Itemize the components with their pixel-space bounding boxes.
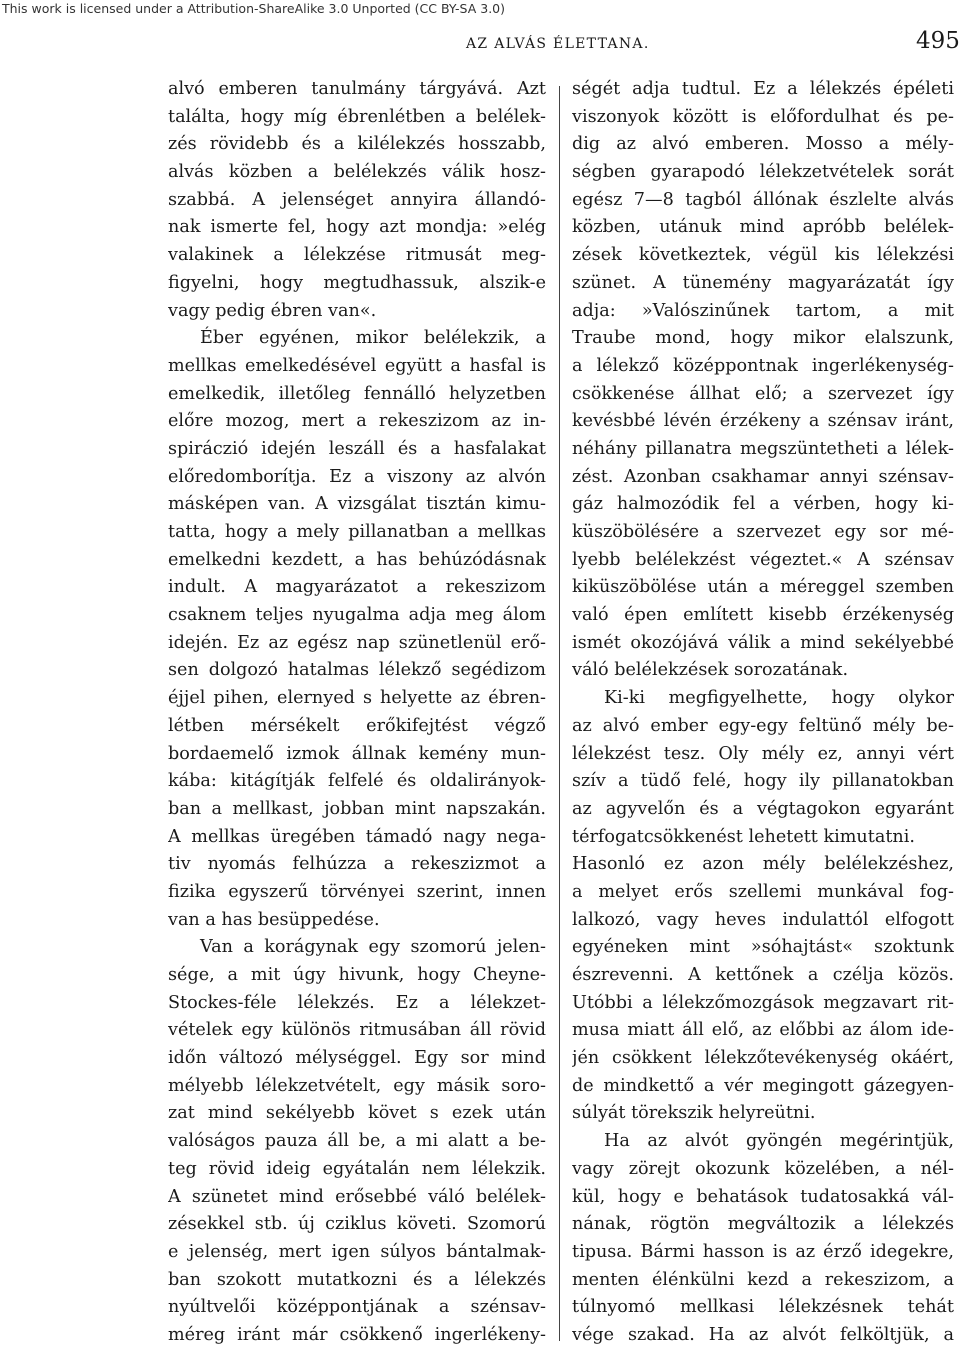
text-line: Ki-ki megfigyelhette, hogy olykor: [604, 688, 954, 709]
text-line: való épen említett kisebb érzékenység: [572, 605, 954, 626]
text-line: zést. Azonban csakhamar annyi szénsav-: [572, 466, 954, 487]
text-line: sen dolgozó hatalmas lélekző segédizom: [168, 660, 546, 681]
text-line: musa miatt áll elő, az előbbi az álom ide-: [572, 1020, 954, 1041]
left-text-column: [168, 76, 546, 1350]
text-line: vételek egy különös ritmusában áll rövid: [168, 1020, 546, 1041]
text-line: csökkenése állhat elő; a szervezet így: [572, 383, 954, 404]
text-line: vagy pedig ébren van«.: [168, 300, 377, 321]
text-line: ismét okozójává válik a mind sekélyebbé: [572, 632, 954, 653]
text-line: az alvó ember egy-egy feltünő mély be-: [572, 715, 954, 736]
text-line: Van a korágynak egy szomorú jelen-: [200, 937, 546, 958]
text-line: dig az alvó emberen. Mosso a mély-: [572, 134, 954, 155]
text-line: valakinek a lélekzése ritmusát meg-: [168, 245, 546, 266]
text-line: A szünetet mind erősebbé váló belélek-: [168, 1186, 546, 1207]
text-line: másképen van. A vizsgálat tisztán kimu-: [168, 494, 546, 515]
text-line: tiv nyomás felhúzza a rekeszizmot a: [168, 854, 546, 875]
text-line: alvás közben a belélekzés válik hosz-: [168, 162, 546, 183]
text-line: fizika egyszerű törvényei szerint, innen: [168, 881, 546, 902]
text-line: méreg iránt már csökkenő ingerlékeny-: [168, 1324, 546, 1345]
text-line: A mellkas üregében támadó nagy nega-: [168, 826, 546, 847]
text-line: menten élénkülni kezd a rekeszizom, a: [572, 1269, 954, 1290]
text-line: csaknem teljes nyugalma adja meg álom: [168, 605, 546, 626]
text-line: közben, utánuk mind apróbb belélek-: [572, 217, 954, 238]
text-line: ban a mellkast, jobban mint napszakán.: [168, 798, 546, 819]
text-line: spiráczió idején leszáll és a hasfalakat: [168, 438, 546, 459]
text-line: szabbá. A jelenséget annyira állandó-: [168, 189, 546, 210]
text-line: idején. Ez az egész nap szünetlenül erő-: [168, 632, 546, 653]
text-line: ban szokott mutatkozni és a lélekzés: [168, 1269, 546, 1290]
text-line: figyelni, hogy megtudhassuk, alszik-e: [168, 272, 546, 293]
text-line: éjjel pihen, elernyed s helyette az ébren-: [168, 688, 546, 709]
text-line: Traube mond, hogy mikor elalszunk,: [572, 328, 954, 349]
text-line: Ha az alvót gyöngén megérintjük,: [604, 1131, 954, 1152]
text-line: teg rövid ideig egyátalán nem lélekzik.: [168, 1158, 546, 1179]
text-line: zésekkel stb. új cziklus követi. Szomorú: [168, 1214, 546, 1235]
text-line: vagy zörejt okozunk közelében, a nél-: [572, 1158, 954, 1179]
text-line: zés rövidebb és a kilélekzés hosszabb,: [168, 134, 546, 155]
text-line: előre mozog, mert a rekeszizom az in-: [168, 411, 546, 432]
text-line: Utóbbi a lélekzőmozgások megzavart rit-: [572, 992, 954, 1013]
text-line: alvó emberen tanulmány tárgyává. Azt: [168, 79, 546, 99]
text-line: zések következtek, végül kis lélekzési: [572, 245, 954, 266]
text-line: jén csökkent lélekzőtevékenység okáért,: [572, 1048, 954, 1069]
text-line: tipusa. Bármi hasson is az érző idegekre,: [572, 1241, 954, 1262]
text-line: szív a tüdő felé, hogy ily pillanatokban: [572, 771, 954, 792]
text-line: kiküszöbölése után a méreggel szemben: [572, 577, 954, 598]
text-line: időn változó mélységgel. Egy sor mind: [168, 1048, 546, 1069]
text-line: nak ismerte fel, hogy azt mondja: »elég: [168, 217, 546, 238]
text-line: észrevenni. A kettőnek a czélja közös.: [572, 965, 954, 985]
right-text-column: [572, 76, 954, 1350]
text-line: létben mérsékelt erőkifejtést végző: [168, 715, 546, 736]
text-line: térfogatcsökkenést lehetett kimutatni.: [572, 826, 915, 847]
text-line: emelkedik, illetőleg fennálló helyzetben: [168, 383, 546, 404]
text-line: az agyvelőn és a végtagokon egyaránt: [572, 798, 954, 819]
text-line: indult. A magyarázatot a rekeszizom: [168, 577, 546, 598]
text-line: nyúltvelői középpontjának a szénsav-: [168, 1297, 546, 1318]
text-line: ségben gyarapodó lélekzetvételek sorát: [572, 162, 954, 183]
text-line: valóságos pauza áll be, a mi alatt a be-: [168, 1131, 546, 1152]
text-line: zat mind sekélyebb követ s ezek után: [168, 1103, 546, 1124]
text-line: e jelenség, mert igen súlyos bántalmak-: [168, 1241, 546, 1262]
page-number: 495: [916, 28, 960, 54]
text-line: a lélekző középpontnak ingerlékenység-: [572, 355, 954, 376]
text-line: Stockes-féle lélekzés. Ez a lélekzet-: [168, 992, 546, 1013]
text-line: emelkedni kezdett, a has behúzódásnak: [168, 549, 546, 570]
text-line: túlnyomó mellkasi lélekzésnek tehát: [572, 1297, 954, 1318]
text-line: egyéneken mint »sóhajtást« szoktunk: [572, 937, 954, 958]
text-line: lalkozó, vagy heves indulattól elfogott: [572, 909, 954, 930]
text-line: nának, rögtön megváltozik a lélekzés: [572, 1214, 954, 1235]
text-line: gáz halmozódik fel a vérben, hogy ki-: [572, 494, 954, 515]
license-notice: This work is licensed under a Attribution-ShareAlike 3.0 Unported (CC BY-SA 3.0): [2, 1, 505, 16]
text-line: váló belélekzések sorozatának.: [572, 660, 849, 681]
column-divider: [559, 86, 560, 1341]
text-line: lyebb belélekzést végeztet.« A szénsav: [572, 549, 954, 570]
text-line: mellkas emelkedésével együtt a hasfal is: [168, 355, 546, 376]
text-line: találta, hogy míg ébrenlétben a belélek-: [168, 106, 546, 127]
text-line: adja: »Valószinűnek tartom, a mit: [572, 300, 954, 321]
text-line: néhány pillanatra megszüntetheti a lélek-: [572, 438, 954, 459]
text-line: bordaemelő izmok állnak kemény mun-: [168, 743, 546, 764]
text-line: egész 7—8 tagból állónak észlelte alvás: [572, 189, 954, 210]
text-line: küszöbölésére a szervezet egy sor mé-: [572, 522, 954, 542]
text-line: mélyebb lélekzetvételt, egy másik soro-: [168, 1075, 546, 1096]
text-line: lélekzést tesz. Oly mély ez, annyi vért: [572, 743, 954, 764]
text-line: tatta, hogy a mely pillanatban a mellkas: [168, 522, 546, 542]
text-line: sége, a mit úgy hivunk, hogy Cheyne-: [168, 965, 546, 985]
text-line: viszonyok között is előfordulhat és pe-: [572, 106, 954, 127]
text-line: a melyet erős szellemi munkával fog-: [572, 881, 954, 902]
text-line: súlyát törekszik helyreütni.: [572, 1103, 816, 1124]
text-line: van a has besüppedése.: [168, 909, 380, 930]
text-line: kába: kitágítják felfelé és oldalirányok-: [168, 771, 546, 792]
text-line: kül, hogy e behatások tudatosakká vál-: [572, 1186, 954, 1207]
text-line: kevésbbé lévén érzékeny a szénsav iránt,: [572, 411, 954, 432]
running-title: AZ ALVÁS ÉLETTANA.: [466, 36, 650, 52]
text-line: előredomborítja. Ez a viszony az alvón: [168, 466, 546, 487]
text-line: Éber egyénen, mikor belélekzik, a: [200, 328, 546, 349]
text-line: de mindkettő a vér megingott gázegyen-: [572, 1075, 954, 1096]
text-line: ségét adja tudtul. Ez a lélekzés épéleti: [572, 79, 954, 99]
text-line: Hasonló ez azon mély belélekzéshez,: [572, 854, 954, 875]
text-line: szünet. A tünemény magyarázatát így: [572, 272, 954, 293]
text-line: vége szakad. Ha az alvót felköltjük, a: [572, 1324, 954, 1345]
